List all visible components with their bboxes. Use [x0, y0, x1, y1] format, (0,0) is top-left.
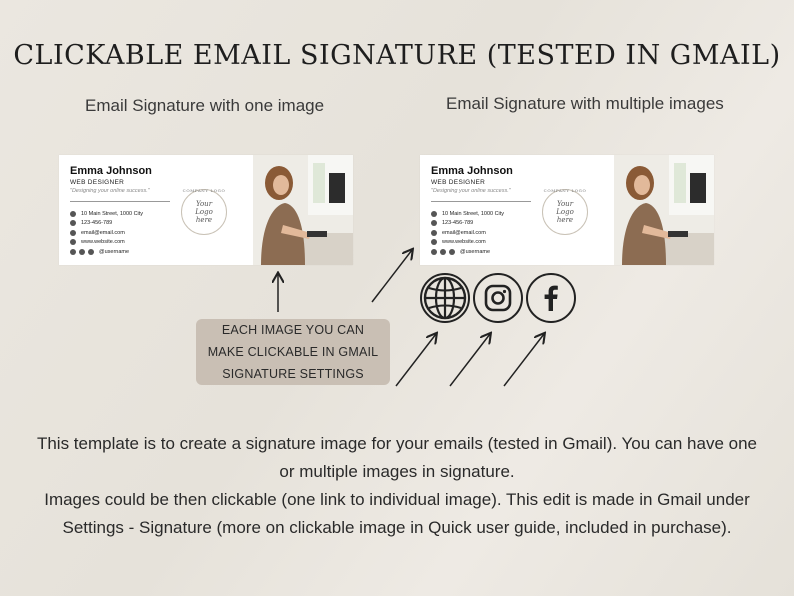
logo-text: Your Logo here	[556, 200, 574, 224]
arrow-to-card	[372, 250, 412, 302]
instagram-icon[interactable]	[473, 273, 523, 323]
label-one-image: Email Signature with one image	[85, 96, 325, 115]
signature-email: email@email.com	[81, 229, 125, 236]
signature-email: email@email.com	[442, 229, 486, 236]
signature-website: www.website.com	[442, 239, 486, 246]
signature-username: @username	[99, 248, 130, 255]
logo-ring-text: COMPANY LOGO	[543, 188, 587, 193]
description	[20, 430, 774, 542]
clickable-note-box	[196, 319, 390, 385]
signature-phone: 123-456-789	[442, 220, 474, 227]
signature-address: 10 Main Street, 1000 City	[442, 210, 505, 217]
signature-role: WEB DESIGNER	[70, 179, 125, 186]
globe-icon[interactable]	[420, 273, 470, 323]
note-line-2: MAKE CLICKABLE IN GMAIL	[207, 345, 379, 359]
signature-username: @username	[460, 248, 491, 255]
description-line-3: Images could be then clickable (one link to individual image). This edit is made in Gmail under	[44, 490, 750, 509]
note-line-3: SIGNATURE SETTINGS	[222, 367, 364, 381]
signature-website: www.website.com	[81, 239, 125, 246]
signature-name: Emma Johnson	[431, 165, 513, 177]
logo-ring-text: COMPANY LOGO	[182, 188, 226, 193]
note-line-1: EACH IMAGE YOU CAN	[221, 323, 365, 337]
page-title: CLICKABLE EMAIL SIGNATURE (TESTED IN GMAIL)	[13, 40, 781, 71]
arrow-to-facebook	[504, 334, 544, 386]
description-line-2: or multiple images in signature.	[279, 462, 515, 481]
signature-name: Emma Johnson	[70, 165, 152, 177]
arrow-to-globe	[396, 334, 436, 386]
description-line-1: This template is to create a signature image for your emails (tested in Gmail). You can have one	[36, 434, 758, 453]
arrow-to-instagram	[450, 334, 490, 386]
label-multiple-images: Email Signature with multiple images	[446, 94, 724, 113]
signature-address: 10 Main Street, 1000 City	[81, 210, 144, 217]
facebook-icon[interactable]	[526, 273, 576, 323]
description-line-4: Settings - Signature (more on clickable image in Quick user guide, included in purchase).	[62, 518, 732, 537]
signature-role: WEB DESIGNER	[431, 179, 486, 186]
signature-tagline: "Designing your online success."	[431, 188, 511, 194]
signature-phone: 123-456-789	[81, 220, 113, 227]
logo-text: Your Logo here	[195, 200, 213, 224]
signature-tagline: "Designing your online success."	[70, 188, 150, 194]
